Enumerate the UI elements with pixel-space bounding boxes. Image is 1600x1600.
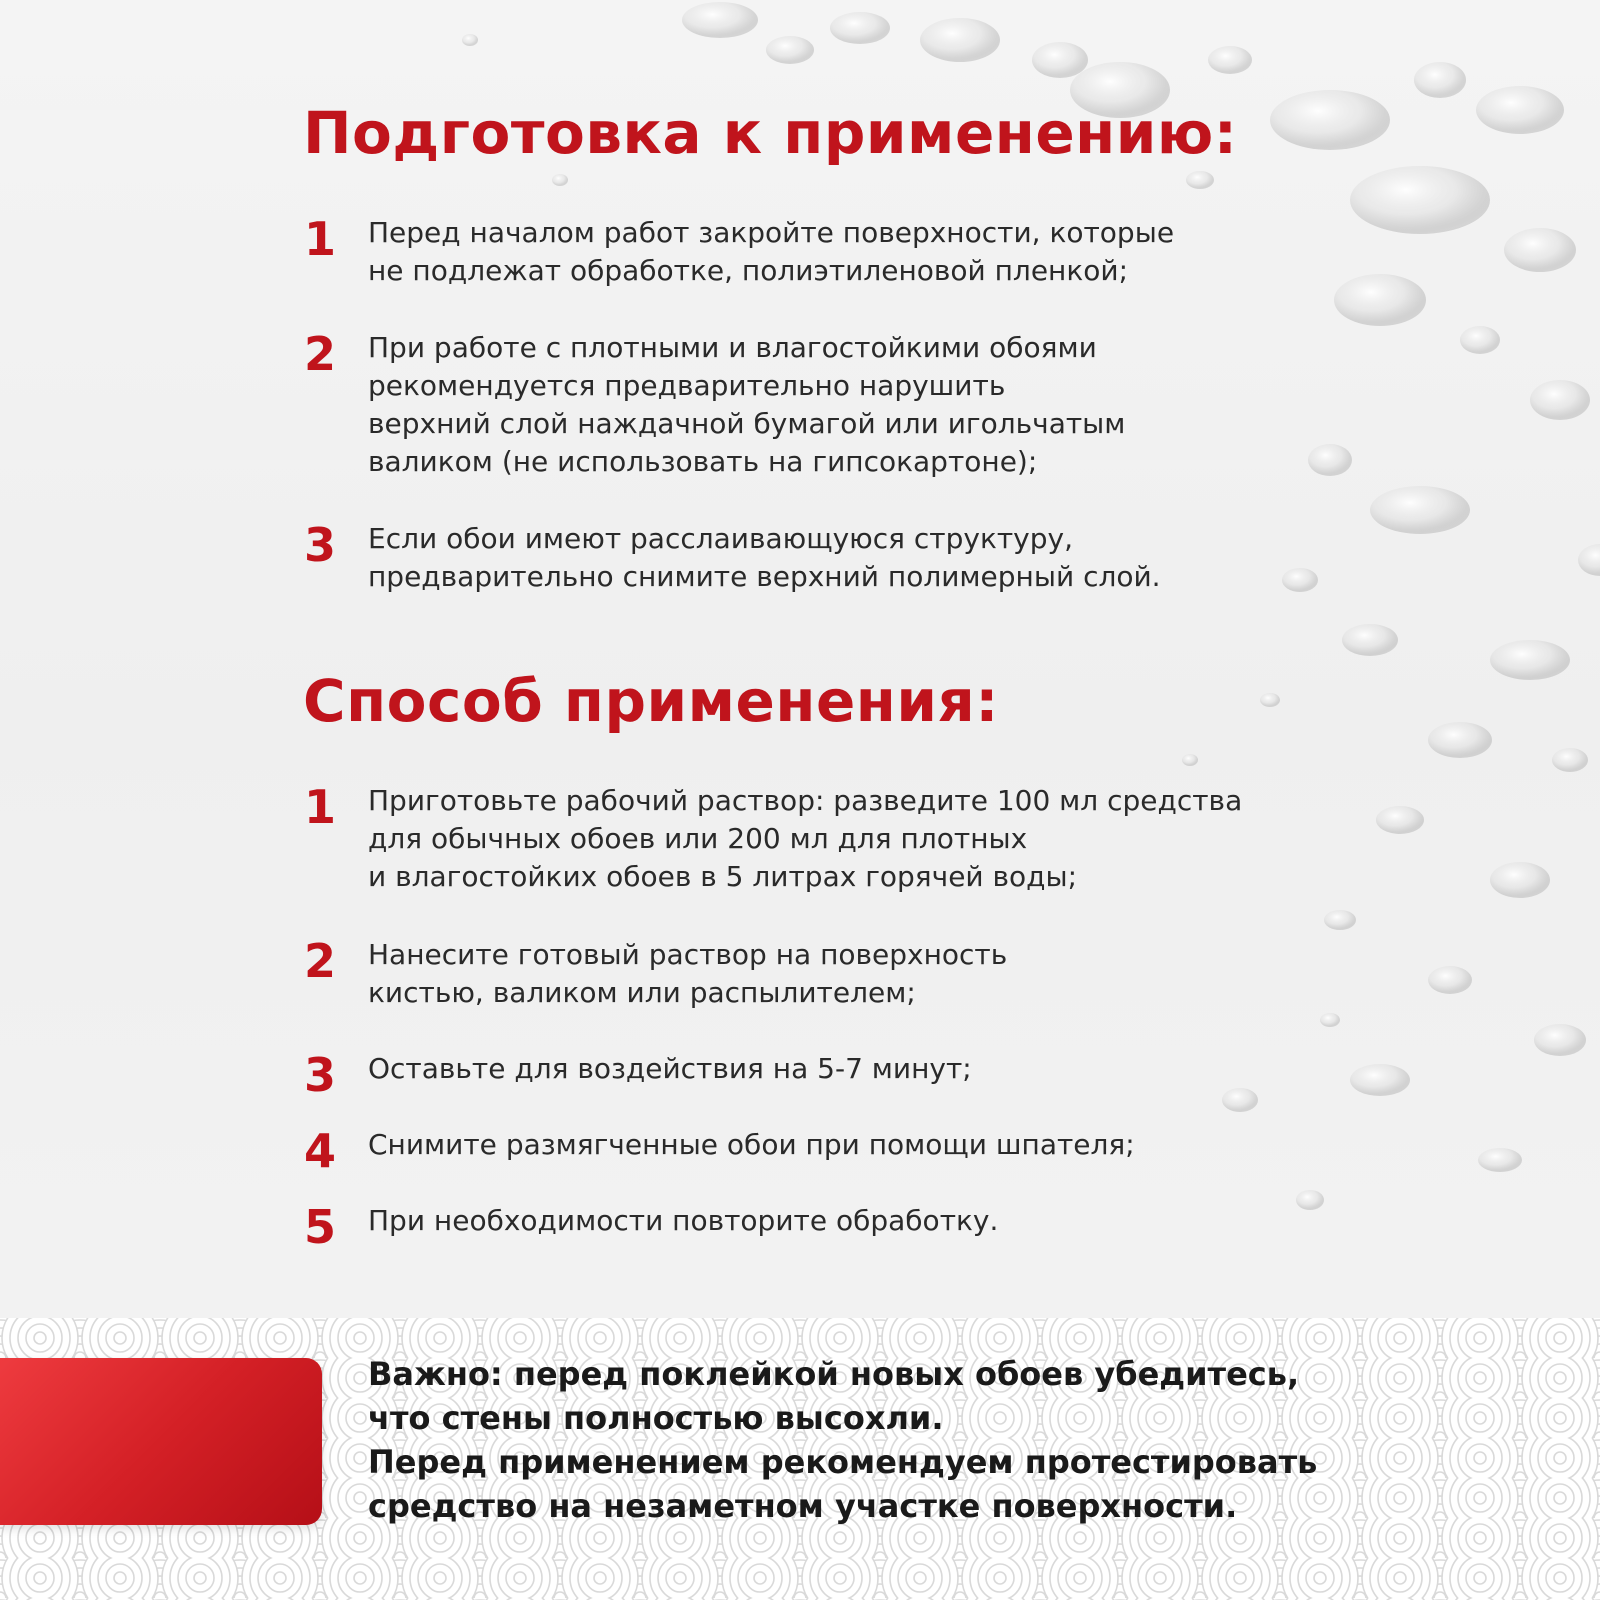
step-number: 1 xyxy=(303,212,336,266)
preparation-heading: Подготовка к применению: xyxy=(303,99,1238,167)
step-text: При необходимости повторите обработку. xyxy=(368,1204,999,1237)
step-number: 4 xyxy=(303,1124,336,1178)
application-heading: Способ применения: xyxy=(303,667,999,735)
step-number: 3 xyxy=(303,1048,336,1102)
step-number: 2 xyxy=(303,934,336,988)
step-number: 3 xyxy=(303,518,336,572)
step-text: Перед началом работ закройте поверхности, которые не подлежат обработке, полиэтиленовой пленкой; xyxy=(368,216,1175,287)
step-text: Если обои имеют расслаивающуюся структуру, предварительно снимите верхний полимерный слой. xyxy=(368,522,1161,593)
step-number: 2 xyxy=(303,327,336,381)
red-accent-bar xyxy=(0,1358,322,1525)
step-text: Нанесите готовый раствор на поверхность кистью, валиком или распылителем; xyxy=(368,938,1008,1009)
step-number: 1 xyxy=(303,780,336,834)
step-text: Оставьте для воздействия на 5-7 минут; xyxy=(368,1052,972,1085)
step-number: 5 xyxy=(303,1200,336,1254)
step-text: Приготовьте рабочий раствор: разведите 100 мл средства для обычных обоев или 200 мл для плотных и влагостойких обоев в 5 литрах горячей воды; xyxy=(368,784,1243,893)
important-notice: Важно: перед поклейкой новых обоев убедитесь, что стены полностью высохли. Перед применением рекомендуем протестировать средство на незаметном участке поверхности. xyxy=(368,1355,1318,1525)
step-text: Снимите размягченные обои при помощи шпателя; xyxy=(368,1128,1135,1161)
step-text: При работе с плотными и влагостойкими обоями рекомендуется предварительно нарушить верхний слой наждачной бумагой или игольчатым валиком (не использовать на гипсокартоне); xyxy=(368,331,1126,478)
